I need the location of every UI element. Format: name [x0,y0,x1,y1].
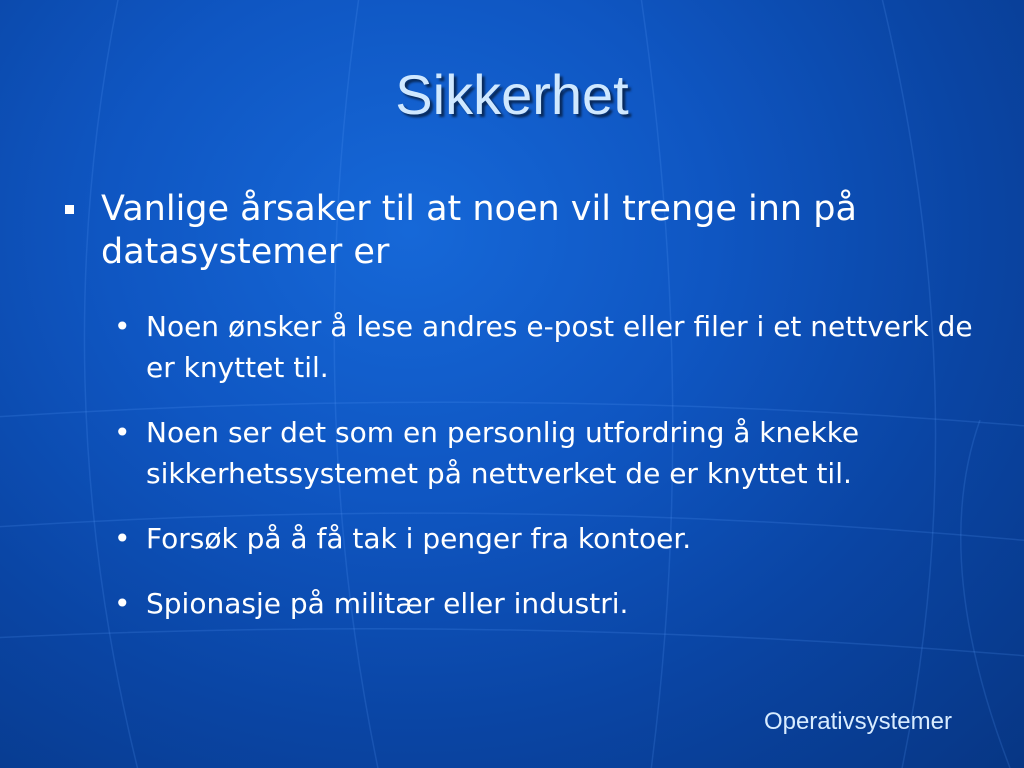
sub-bullet [60,518,980,559]
sub-bullet-list [60,306,980,624]
dot-bullet-icon: • [114,587,131,620]
sub-bullet-text: Noen ønsker å lese andres e-post eller filer i et nettverk de er knyttet til. [146,310,973,384]
sub-bullet-text: Noen ser det som en personlig utfordring å knekke sikkerhetssystemet på nettverket de er knyttet til. [146,416,860,490]
sub-bullet-text: Spionasje på militær eller industri. [146,587,629,620]
slide-content [60,188,980,648]
sub-bullet-text: Forsøk på å få tak i penger fra kontoer. [146,522,692,555]
dot-bullet-icon: • [114,310,131,343]
main-bullet [60,188,980,274]
square-bullet-icon [65,205,74,214]
slide-title: Sikkerhet [395,63,629,126]
slide-footer: Operativsystemer [763,708,952,735]
sub-bullet [60,306,980,388]
dot-bullet-icon: • [114,416,131,449]
main-bullet-text: Vanlige årsaker til at noen vil trenge inn på datasystemer er [101,189,857,272]
sub-bullet [60,583,980,624]
sub-bullet [60,412,980,494]
dot-bullet-icon: • [114,522,131,555]
